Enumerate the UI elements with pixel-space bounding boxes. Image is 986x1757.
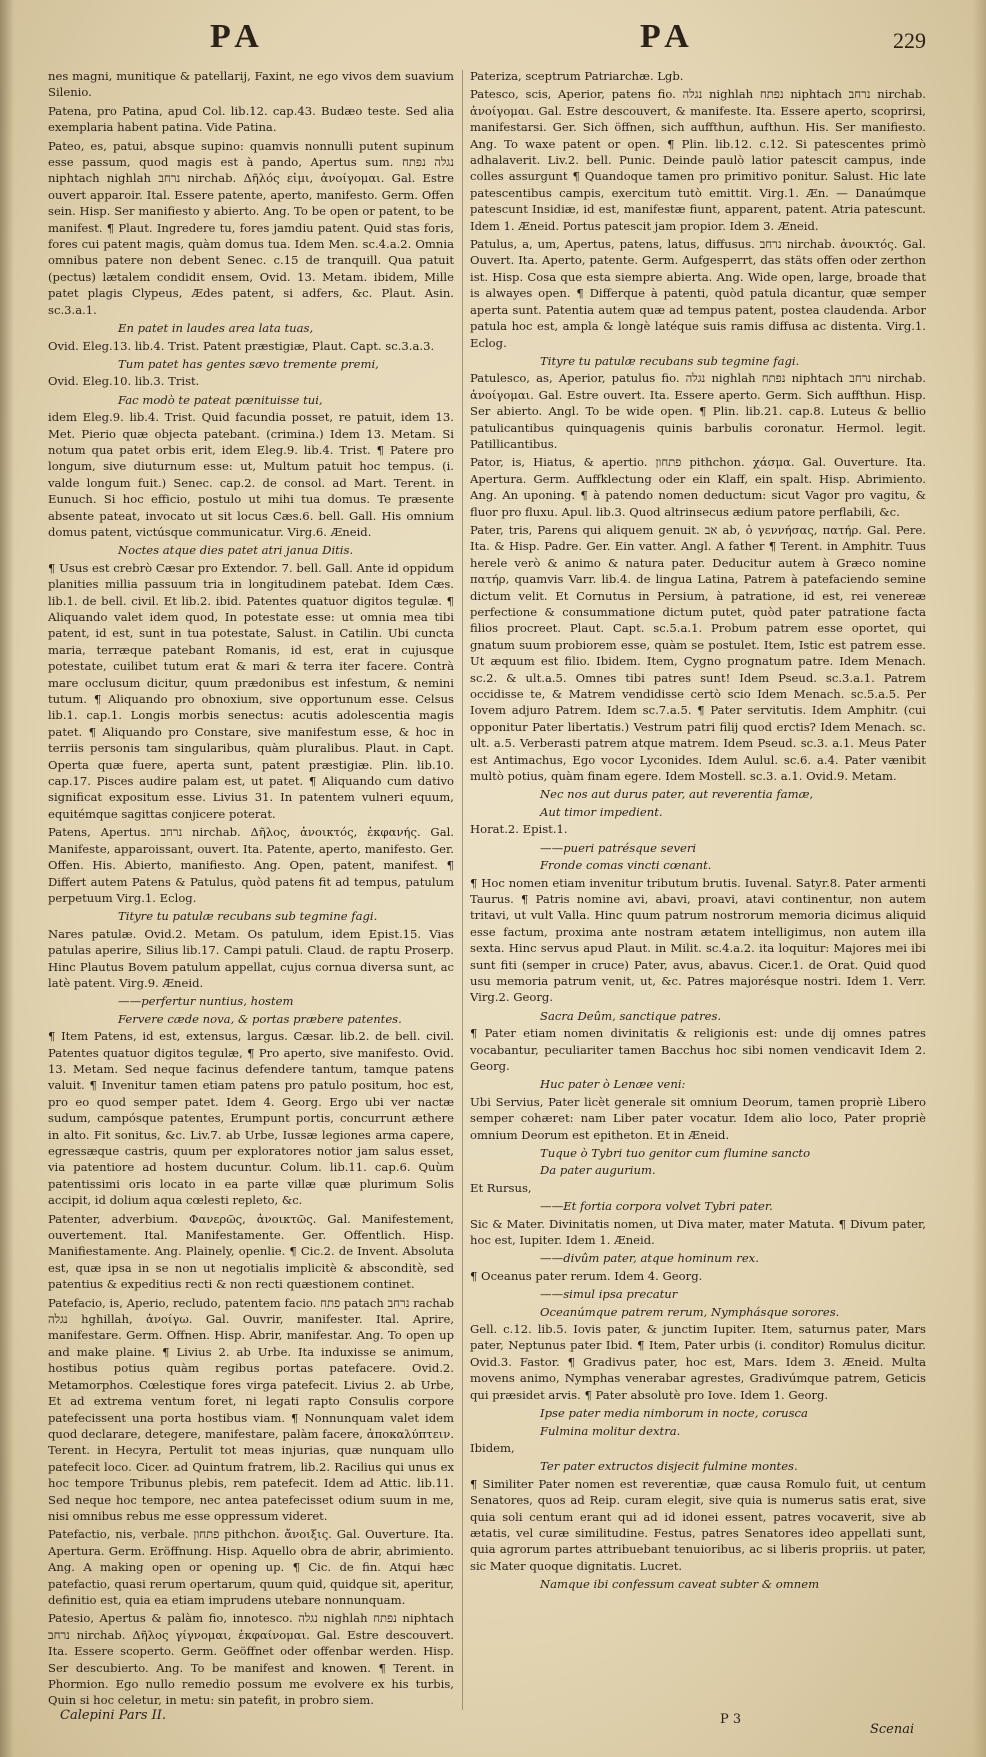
dictionary-entry: Patesio, Apertus & palàm fio, innotesco. נגלה nighlah נפתח niphtach נרחב nirchab. Δῆλος γίγνομαι, ἐκφαίνομαι. Gal. Estre descouvert. Ita. Essere scoperto. Germ. Geöffnet oder offenbar werden. Hisp. Ser descubierto. Ang. To be manifest and knowen. ¶ Terent. in Phormion. Ego nullo remedio possum me evolvere ex his turbis, Quin si hoc celetur, in metu: sin patefit, in probro siem. — [48, 1611, 454, 1708]
verse-quotation: Aut timor impedient. — [540, 804, 663, 819]
dictionary-entry: ¶ Oceanus pater rerum. Idem 4. Georg. — [470, 1268, 703, 1283]
verse-quotation: Ter pater extructos disjecit fulmine montes. — [540, 1459, 798, 1474]
verse-quotation: ——pueri patrésque severi — [540, 840, 697, 855]
dictionary-entry: ¶ Item Patens, id est, extensus, largus. Cæsar. lib.2. de bell. civil. Patentes quatuor digitos tegulæ, ¶ Pro aperto, sive manifesto. Ovid. 13. Metam. Sed neque facinus defendere tantum, tamque patens valuit. ¶ Invenitur tamen etiam patens pro patulo positum, hoc est, pro eo quod semper patet. Idem 4. Georg. Ergo ubi ver nactæ sudum, campósque patentes, Erumpunt portis, concurrunt æthere in alto. Fit sonitus, &c. Liv.7. ab Urbe, Iussæ legiones arma capere, egressæque castris, quum per exploratores notior jam salus esset, via patentiore ad hostem ducuntur. Colum. lib.11. cap.6. Quùm patentissimi oris locato in ea parte villæ quæ plurimum Solis accipit, id dolium aqua cœlesti repleto, &c. — [48, 1029, 454, 1208]
verse-quotation: ——simul ipsa precatur — [540, 1287, 678, 1302]
verse-quotation: Tum patet has gentes sævo tremente premi, — [118, 356, 379, 371]
page-shadow-left — [0, 0, 14, 1757]
dictionary-entry: Patena, pro Patina, apud Col. lib.12. cap.43. Budæo teste. Sed alia exemplaria habent patina. Vide Patina. — [48, 103, 454, 135]
verse-quotation: ——divûm pater, atque hominum rex. — [540, 1251, 759, 1266]
verse-quotation: ——perfertur nuntius, hostem — [118, 994, 294, 1009]
verse-quotation: Da pater augurium. — [540, 1163, 656, 1178]
verse-quotation: Fulmina molitur dextra. — [540, 1423, 681, 1438]
dictionary-entry: Patulus, a, um, Apertus, patens, latus, diffusus. נרחב nirchab. ἀνοικτός. Gal. Ouvert. Ita. Aperto, patente. Germ. Aufgesperrt, das stäts offen oder zerthon ist. Hisp. Cosa que esta siempre abierta. Ang. Wide open, large, broade that is alwayes open. ¶ Differque à patenti, quòd patula dicantur, quæ semper aperta sunt. Patentia autem quæ ad tempus patent, postea claudenda. Arbor patula hoc est, ampla & longè latéque suis ramis diffusa ac distenta. Virg.1. Eclog. — [470, 237, 926, 350]
dictionary-entry: Sic & Mater. Divinitatis nomen, ut Diva mater, mater Matuta. ¶ Divum pater, hoc est, Iupiter. Idem 1. Æneid. — [470, 1216, 926, 1248]
page-header — [0, 18, 986, 62]
dictionary-entry: Ovid. Eleg.13. lib.4. Trist. Patent præstigiæ, Plaut. Capt. sc.3.a.3. — [48, 338, 435, 353]
verse-quotation: Fronde comas vincti cœnant. — [540, 858, 712, 873]
verse-quotation: Noctes atque dies patet atri janua Ditis. — [118, 543, 354, 558]
verse-quotation: Tuque ò Tybri tuo genitor cum flumine sancto — [540, 1146, 811, 1160]
dictionary-entry: Patesco, scis, Aperior, patens fio. נגלה nighlah נפתח niphtach נרחב nirchab. ἀνοίγομαι. Gal. Estre descouvert, & manifeste. Ita. Essere aperto, scoprirsi, manifestarsi. Ger. Sich öffnen, sich auffthun, aufthun. His. Ser manifiesto. Ang. To waxe patent or open. ¶ Plin. lib.12. c.12. Si patescentes primò adhalaverit. Liv.2. bell. Punic. Deinde paulò latior patescit campus, inde colles assurgunt ¶ Quandoque tamen pro primitivo ponitur. Salust. Hic late patescentibus campis, exercitum tutò emittit. Virg.1. Æn. — Danaúmque patescunt Insidiæ, id est, manifestæ fiunt, apparent, patent. Atria patescunt. Idem 1. Æneid. Portus patescit jam propior. Idem 3. Æneid. — [470, 87, 926, 233]
verse-quotation: Tityre tu patulæ recubans sub tegmine fagi. — [118, 909, 378, 924]
verse-quotation: Oceanúmque patrem rerum, Nymphásque sorores. — [540, 1304, 840, 1319]
footer-volume-label: Calepini Pars II. — [60, 1708, 167, 1723]
dictionary-entry: Pateriza, sceptrum Patriarchæ. Lgb. — [470, 69, 684, 83]
dictionary-entry: Pater, tris, Parens qui aliquem genuit. אב ab, ὁ γεννήσας, πατήρ. Gal. Pere. Ita. & Hisp. Padre. Ger. Ein vatter. Angl. A father ¶ Terent. in Amphitr. Tuus herele verò & animo & natura pater. Deducitur autem à Græco nomine πατήρ, quamvis Varr. lib.4. de lingua Latina, Patrem à patefaciendo semine dictum velit. Et Cornutus in Persium, à patratione, id est, rei venereæ perfectione & consummatione dictum putet, quòd pater patratione facta filios procreet. Plaut. Capt. sc.5.a.1. Probum patrem esse oportet, qui gnatum suum probiorem esse, quàm se postulet. Item, Istic est patrem esse. Ut æquum est filio. Ibidem. Item, Cygno prognatum patre. Idem Menach. sc.2. & ult.a.5. Omnes tibi patres sunt! Idem Pseud. sc.3.a.1. Patrem occidisse te, & Matrem vendidisse certò scio Idem Menach. sc.5.a.5. Per Iovem adjuro Patrem. Idem sc.7.a.5. ¶ Pater servitutis. Idem Amphitr. (cui opponitur Pater libertatis.) Vestrum patri filij quod erctis? Idem Menach. sc. ult. a.5. Verberasti patrem atque matrem. Idem Pseud. sc.3. a.1. Meus Pater est Antimachus, Ego vocor Lyconides. Idem Aulul. sc.6. a.4. Pater vænibit multò potius, quàm finam egere. Idem Mostell. sc.3. a.1. Ovid.9. Metam. — [470, 522, 926, 784]
verse-quotation: En patet in laudes area lata tuas, — [118, 321, 314, 336]
dictionary-entry: Horat.2. Epist.1. — [470, 822, 568, 837]
verse-quotation: ——Et fortia corpora volvet Tybri pater. — [540, 1199, 773, 1214]
dictionary-entry: Patefacio, is, Aperio, recludo, patentem facio. פתח patach נרחב rachab נגלה hghillah, ἀνοίγω. Gal. Ouvrir, manifester. Ital. Aprire, manifestare. Germ. Offnen. Hisp. Abrir, manifestar. Ang. To open up and make plaine. ¶ Livius 2. ab Urbe. Ita induxisse se animum, hostibus potius quàm regibus portas patefacere. Ovid.2. Metamorphos. Cœlestique fores virga patefecit. Livius 2. ab Urbe, Et ad extrema ventum foret, ni legati rapto Consulis corpore patefecissent una porta hostibus viam. ¶ Nonnunquam valet idem quod declarare, detegere, manifestare, palàm facere, ἀποκαλύπτειν. Terent. in Hecyra, Pertulit tot meas injurias, quæ nunquam ullo patefecit loco. Cicer. ad Quintum fratrem, lib.2. Racilius qui unus ex hoc tempore Tribunus plebis, rem patefecit. Idem ad Attic. lib.11. Sed neque hoc tempore, nec antea patefecisset odium suum in me, nisi omnibus rebus me esse oppressum videret. — [48, 1295, 454, 1523]
guide-word-right: PA — [640, 18, 695, 55]
verse-quotation: Nec nos aut durus pater, aut reverentia famæ, — [540, 787, 814, 802]
dictionary-entry: ¶ Usus est crebrò Cæsar pro Extendor. 7. bell. Gall. Ante id oppidum planities millia passuum tria in longitudinem patebat. Idem Cæs. lib.1. de bell. civil. Et lib.2. ibid. Patentes quatuor digitos tegulæ. ¶ Aliquando valet idem quod, In potestate esse: ut omnia mea tibi patent, id est, sunt in tua potestate, Salust. in Catilin. Ubi cuncta maria, terræque patebant Romanis, id est, erat in cujusque potestate, cuilibet tutum erat & mari & terra iter facere. Contrà mare occlusum dicitur, quum prædonibus est infestum, & nemini tutum. ¶ Aliquando pro obnoxium, sive opportunum esse. Celsus lib.1. cap.1. Longis morbis senectus: acutis adolescentia magis patet. ¶ Aliquando pro Constare, sive manifestum esse, & hoc in terriis personis tam singularibus, quàm pluralibus. Plaut. in Capt. Operta quæ fuere, aperta sunt, patent præstigiæ. Plin. lib.10. cap.17. Pisces audire palam est, ut patet. ¶ Aliquando cum dativo significat expositum esse. Livius 31. In patentem vulneri equum, equitémque sagittas conjicere poterat. — [48, 560, 454, 821]
verse-quotation: Sacra Deûm, sanctique patres. — [540, 1008, 722, 1023]
page-number: 229 — [893, 28, 926, 53]
dictionary-entry: Patenter, adverbium. Φανερῶς, ἀνοικτῶς. Gal. Manifestement, ouvertement. Ital. Manifestamente. Ger. Offentlich. Hisp. Manifiestamente. Ang. Plainely, openlie. ¶ Cic.2. de Invent. Absoluta est, quæ ipsa in se non ut negotialis implicitè & absconditè, sed patentius & expeditius recti & non recti quæstionem continet. — [48, 1211, 454, 1292]
dictionary-entry: idem Eleg.9. lib.4. Trist. Quid facundia posset, re patuit, idem 13. Met. Pierio quæ objecta patebant. (crimina.) Idem 13. Metam. Si notum qua patet orbis erit, idem Eleg.9. lib.4. Trist. ¶ Patere pro longum, sive diuturnum esse: ut, Multum patuit hoc tempus. (i. valde longum fuit.) Senec. cap.2. de consol. ad Mart. Terent. in Eunuch. Si hoc efficio, postulo ut mihi tua domus. Te præsente absente pateat, invocato ut sit locus Cæs.6. bell. Gall. His omnium domus patent, victúsque communicatur. Virg.6. Æneid. — [48, 410, 454, 539]
left-column — [48, 68, 454, 1708]
right-column — [470, 68, 926, 1708]
verse-quotation: Huc pater ò Lenæe veni: — [540, 1077, 686, 1092]
guide-word-left: PA — [210, 18, 265, 55]
page-shadow-right — [972, 0, 986, 1757]
dictionary-entry: Et Rursus, — [470, 1180, 532, 1195]
dictionary-entry: Nares patulæ. Ovid.2. Metam. Os patulum, idem Epist.15. Vias patulas aperire, Silius lib.17. Campi patuli. Claud. de raptu Proserp. Hinc Plautus Bovem patulum appellat, cujus cornua diversa sunt, ac latè patent. Virg.9. Æneid. — [48, 926, 454, 990]
dictionary-entry: Ovid. Eleg.10. lib.3. Trist. — [48, 374, 200, 389]
dictionary-entry: ¶ Similiter Pater nomen est reverentiæ, quæ causa Romulo fuit, ut centum Senatores, quos ad Reip. curam elegit, sive quia is numerus satis erat, sive quia soli centum erant qui ad id idonei essent, patres vocaverit, sive ab ætatis, vel curæ similitudine. Festus, patres Senatores ideo appellati sunt, quia agrorum partes attribuebant tenuioribus, ac si liberis propriis. ut pater, sic Mater quoque dignitatis. Lucret. — [470, 1476, 926, 1573]
footer-catchword: Scenai — [870, 1722, 915, 1737]
verse-quotation: Tityre tu patulæ recubans sub tegmine fagi. — [540, 353, 800, 368]
column-divider — [462, 70, 463, 1710]
dictionary-entry: ¶ Pater etiam nomen divinitatis & religionis est: unde dij omnes patres vocabantur, peculiariter tamen Bacchus hoc sibi nomen vendicavit Idem 2. Georg. — [470, 1026, 926, 1073]
dictionary-entry: Patefactio, nis, verbale. פתחון pithchon. ἄνοιξις. Gal. Ouverture. Ita. Apertura. Germ. Eröffnung. Hisp. Aquello obra de abrir, abrimiento. Ang. A making open or opening up. ¶ Cic. de fin. Atqui hæc patefactio, quasi rerum opertarum, quum quid, quidque sit, aperitur, definitio est, quia ea etiam imprudens utebare nonnunquam. — [48, 1527, 454, 1607]
verse-quotation: Fervere cæde nova, & portas præbere patentes. — [118, 1011, 402, 1026]
verse-quotation: Namque ibi confessum caveat subter & omnem — [540, 1577, 820, 1592]
dictionary-entry: Gell. c.12. lib.5. Iovis pater, & junctim Iupiter. Item, saturnus pater, Mars pater, Neptunus pater Ibid. ¶ Item, Pater urbis (i. conditor) Romulus dicitur. Ovid.3. Fastor. ¶ Gradivus pater, hoc est, Mars. Idem 3. Æneid. Multa movens animo, Nymphas venerabar agrestes, Gradivúmque patrem, Geticis qui præsidet arvis. ¶ Pater absolutè pro Iove. Idem 1. Georg. — [470, 1322, 926, 1402]
dictionary-entry: Patens, Apertus. נרחב nirchab. Δῆλος, ἀνοικτός, ἐκφανής. Gal. Manifeste, apparoissant, ouvert. Ita. Patente, aperto, manifesto. Ger. Offen. His. Abierto, manifiesto. Ang. Open, patent, manifest. ¶ Differt autem Patens & Patulus, quòd patens fit ad tempus, patulum perpetuum Virg.1. Eclog. — [48, 825, 454, 905]
dictionary-entry: Pateo, es, patui, absque supino: quamvis nonnulli putent supinum esse passum, quod magis est à pando, Apertus sum. נגלה נפתח niphtach nighlah נרחב nirchab. Δῆλός εἰμι, ἀνοίγομαι. Gal. Estre ouvert apparoir. Ital. Essere patente, aperto, manifesto. Germ. Offen sein. Hisp. Ser manifiesto y abierto. Ang. To be open or patent, to be manifest. ¶ Plaut. Ingredere tu, fores jamdiu patent. Quid stas foris, fores cui patent magis, quàm domus tua. Idem Men. sc.4.a.2. Omnia omnibus patere non debent Senec. c.15 de tranquill. Qua patuit (pectus) lætalem condidit ensem, Ovid. 13. Metam. ibidem, Mille patet plagis Clypeus, Ædes patent, si adfers, &c. Plaut. Asin. sc.3.a.1. — [48, 138, 454, 317]
dictionary-entry: Pator, is, Hiatus, & apertio. פתחון pithchon. χάσμα. Gal. Ouverture. Ita. Apertura. Germ. Auffklectung oder ein Klaff, ein spalt. Hisp. Abrimiento. Ang. An uponing. ¶ à patendo nomen deductum: sicut Vagor pro vagitu, & fluor pro fluxu. Apul. lib.3. Quod altrinsecus ædium patore perflabili, &c. — [470, 455, 926, 519]
dictionary-entry: Patulesco, as, Aperior, patulus fio. נגלה nighlah נפתח niphtach נרחב nirchab. ἀνοίγομαι. Gal. Estre ouvert. Ita. Essere aperto. Germ. Sich auffthun. Hisp. Ser abierto. Angl. To be wide open. ¶ Plin. lib.21. cap.8. Luteus & bellio patulicantibus quinquagenis quinis barbulis coronatur. Hermol. legit. Patillicantibus. — [470, 371, 926, 451]
footer-signature-mark: P 3 — [720, 1712, 742, 1727]
dictionary-entry: Ibidem, — [470, 1440, 515, 1455]
dictionary-entry: ¶ Hoc nomen etiam invenitur tributum brutis. Iuvenal. Satyr.8. Pater armenti Taurus. ¶ Patris nomine avi, abavi, proavi, atavi continentur, non autem tritavi, ut vult Valla. Hinc quum patrum nostrorum memoria dicimus aliquid esse factum, proxima ante nostram ætatem intelligimus, non autem illa sexta. Hinc servus apud Plaut. in Milit. sc.4.a.2. ita loquitur: Majores mei ibi sunt fiti (semper in cruce) Pater, avus, abavus. Cicer.1. de Orat. Quid quod usu memoria patrum venit, ut, &c. Patres majorésque nostri. Idem 1. Verr. Virg.2. Georg. — [470, 875, 926, 1005]
dictionary-entry: nes magni, munitique & patellarij, Faxint, ne ego vivos dem suavium Silenio. — [48, 69, 454, 100]
verse-quotation: Fac modò te pateat pœnituisse tui, — [118, 392, 323, 407]
verse-quotation: Ipse pater media nimborum in nocte, corusca — [540, 1406, 808, 1421]
dictionary-entry: Ubi Servius, Pater licèt generale sit omnium Deorum, tamen propriè Libero semper cohæret: nam Liber pater vocatur. Idem alio loco, Pater propriè omnium Deorum est epitheton. Et in Æneid. — [470, 1094, 926, 1142]
